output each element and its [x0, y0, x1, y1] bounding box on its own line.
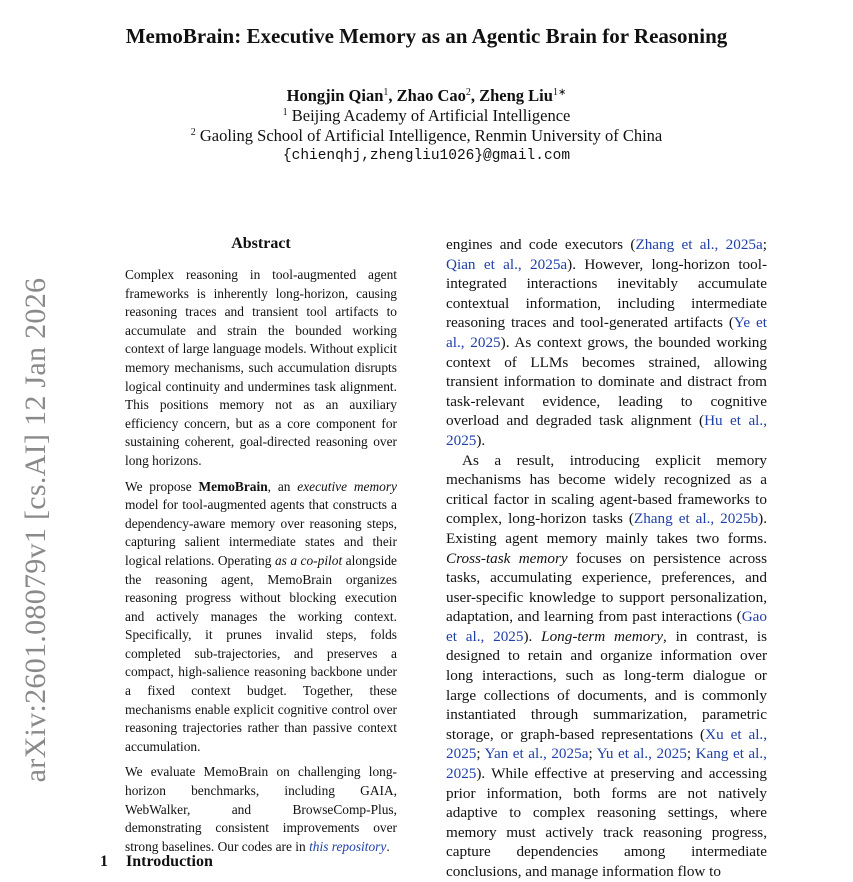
affiliation-2	[0, 126, 853, 146]
author-1-affil: 1	[383, 87, 389, 98]
emphasis: Long-term memory	[541, 627, 663, 645]
citation-link[interactable]: Qian et al., 2025a	[446, 255, 568, 273]
author-2: Zhao Cao	[396, 86, 466, 105]
citation-link[interactable]: Zhang et al., 2025b	[633, 510, 759, 528]
abstract-heading: Abstract	[231, 235, 291, 252]
emphasis: Cross-task memory	[446, 549, 568, 567]
text-run: alongside the reasoning agent, MemoBrain organizes reasoning progress without blocking execution and actively manages the working context. Specifically, it prunes invalid steps, folds completed sub-trajectories, and preserves a compact, high-salience reasoning backbone under a fixed context budget. Together, these mechanisms enable explicit cognitive control over reasoning trajectories rather than passive context accumulation.	[125, 552, 398, 754]
text-run: As a result, introducing explicit memory mechanisms has become widely recognized as a critical factor in scaling agent-based frameworks to complex, long-horizon tasks (	[446, 451, 767, 528]
affiliation-1-mark: 1	[282, 107, 288, 118]
intro-paragraph-2	[446, 451, 767, 882]
abstract-paragraph-1: Complex reasoning in tool-augmented agent frameworks is inherently long-horizon, causing reasoning traces and transient tool artifacts to accumulate and strain the bounded working context of large language models. Without explicit memory mechanisms, such accumulation disrupts logical continuity and undermines task alignment. This positions memory not as an auxiliary efficiency concern, but as a core component for sustaining coherent, goal-directed reasoning over long horizons.	[125, 267, 397, 468]
affiliation-1-text: Beijing Academy of Artificial Intelligence	[287, 106, 571, 125]
text-run: model for tool-augmented agents that constructs a dependency-aware memory over reasoning steps, capturing salient intermediate states and their logical relations. Operating	[125, 497, 397, 568]
citation-link[interactable]: Kang et al., 2025	[446, 745, 767, 783]
text-run: .	[386, 838, 390, 854]
abstract-paragraph-3	[125, 763, 397, 856]
text-run: ;	[476, 745, 485, 763]
citation-link[interactable]: Zhang et al., 2025a	[635, 236, 763, 253]
author-2-affil: 2	[465, 87, 471, 98]
text-run: ). As context grows, the bounded working context of LLMs becomes strained, allowing transient information to dominate and distract from task-relevant evidence, leading to cognitive overload and degraded task alignment (	[446, 333, 767, 430]
repository-link[interactable]: this repository	[309, 838, 387, 854]
affiliation-1	[0, 106, 853, 126]
arxiv-identifier: arXiv:2601.08079v1 [cs.AI] 12 Jan 2026	[19, 277, 52, 783]
text-run: focuses on persistence across tasks, accumulating experience, preferences, and user-specific knowledge to support personalization, adaptation, and learning from past interactions (	[446, 549, 767, 626]
paper-title: MemoBrain: Executive Memory as an Agentic Brain for Reasoning	[125, 24, 728, 48]
text-run: ).	[476, 431, 486, 449]
affiliation-2-mark: 2	[190, 127, 196, 138]
arxiv-sidenote	[16, 277, 56, 783]
emphasis: executive memory	[297, 478, 397, 494]
section-title: Introduction	[126, 853, 213, 870]
author-1: Hongjin Qian	[286, 86, 384, 105]
text-run: ). While effective at preserving and accessing prior information, both forms are not natively adaptive to complex reasoning settings, where memory must actively track reasoning progress, capture dependencies among intermediate conclusions, and manage information flow to	[446, 765, 767, 880]
citation-link[interactable]: Gao et al., 2025	[446, 608, 767, 645]
author-sep: ,	[470, 86, 480, 105]
text-run: , an	[267, 478, 298, 494]
author-names	[0, 86, 853, 106]
text-run: ;	[686, 745, 696, 763]
text-run: ;	[762, 236, 767, 253]
abstract-paragraph-2	[125, 478, 397, 757]
author-3: Zheng Liu	[479, 86, 553, 105]
author-3-affil: 1∗	[552, 87, 567, 98]
model-name: MemoBrain	[198, 478, 268, 494]
text-run: ). However, long-horizon tool-integrated interactions inevitably accumulate contextual information, including intermediate reasoning traces and tool-generated artifacts (	[446, 255, 767, 332]
left-column	[125, 234, 397, 863]
text-run: ).	[523, 627, 542, 645]
text-run: , in contrast, is designed to retain and organize information over long interactions, such as long-term dialogue or large collections of documents, and is commonly instantiated through summarization, parametric storage, or graph-based representations (	[446, 627, 767, 743]
text-run: ). Existing agent memory mainly takes two forms.	[446, 510, 767, 547]
emphasis: as a co-pilot	[274, 552, 343, 568]
citation-link[interactable]: Hu et al., 2025	[446, 412, 767, 449]
text-run: ;	[588, 745, 597, 763]
section-number: 1	[100, 853, 108, 870]
text-run: We evaluate MemoBrain on challenging long-horizon benchmarks, including GAIA, WebWalker, and BrowseComp-Plus, demonstrating consistent improvements over strong baselines. Our codes are in	[125, 764, 397, 854]
intro-paragraph-1	[446, 235, 767, 451]
citation-link[interactable]: Yan et al., 2025a	[484, 745, 589, 763]
right-column	[446, 235, 767, 882]
text-run: engines and code executors (	[446, 236, 636, 253]
section-heading-introduction	[100, 853, 213, 871]
citation-link[interactable]: Xu et al., 2025	[446, 725, 768, 763]
citation-link[interactable]: Yu et al., 2025	[596, 745, 687, 763]
author-sep: ,	[388, 86, 397, 105]
affiliation-2-text: Gaoling School of Artificial Intelligence, Renmin University of China	[195, 126, 663, 145]
citation-link[interactable]: Ye et al., 2025	[446, 314, 767, 351]
author-block	[0, 86, 853, 166]
author-email[interactable]: {chienqhj,zhengliu1026}@gmail.com	[282, 148, 571, 164]
text-run: We propose	[125, 478, 199, 494]
